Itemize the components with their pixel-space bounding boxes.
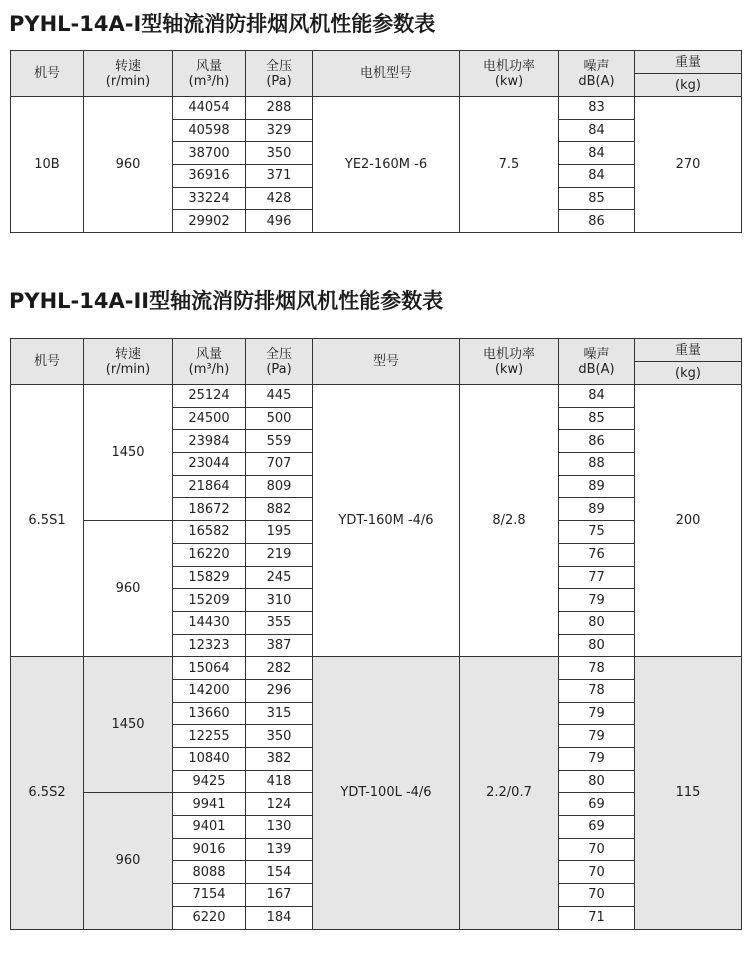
cell-airflow: 10840 xyxy=(173,748,246,771)
header-motor-label: 型号 xyxy=(372,354,399,369)
header-speed xyxy=(84,51,173,97)
cell-pressure: 282 xyxy=(246,657,313,680)
header-speed-unit: (r/min) xyxy=(105,73,151,89)
cell-noise: 76 xyxy=(559,543,635,566)
table-row xyxy=(11,657,742,680)
cell-noise: 84 xyxy=(559,119,635,142)
cell-pressure: 329 xyxy=(246,119,313,142)
table1 xyxy=(10,50,742,233)
cell-airflow: 23984 xyxy=(173,430,246,453)
cell-noise: 77 xyxy=(559,566,635,589)
cell-pressure: 195 xyxy=(246,521,313,544)
cell-airflow: 7154 xyxy=(173,884,246,907)
cell-pressure: 130 xyxy=(246,816,313,839)
cell-power: 7.5 xyxy=(460,97,559,233)
cell-pressure: 428 xyxy=(246,187,313,210)
cell-noise: 70 xyxy=(559,884,635,907)
cell-noise: 71 xyxy=(559,906,635,929)
cell-noise: 79 xyxy=(559,725,635,748)
cell-airflow: 16220 xyxy=(173,543,246,566)
cell-airflow: 29902 xyxy=(173,210,246,233)
cell-noise: 79 xyxy=(559,589,635,612)
header-power-unit: (kw) xyxy=(494,73,524,89)
cell-airflow: 9016 xyxy=(173,838,246,861)
header-motor xyxy=(313,51,460,97)
cell-airflow: 14430 xyxy=(173,611,246,634)
cell-pressure: 315 xyxy=(246,702,313,725)
cell-airflow: 16582 xyxy=(173,521,246,544)
header-pressure-label: 全压 xyxy=(265,58,292,74)
cell-pressure: 139 xyxy=(246,838,313,861)
cell-airflow: 13660 xyxy=(173,702,246,725)
cell-noise: 85 xyxy=(559,407,635,430)
cell-airflow: 18672 xyxy=(173,498,246,521)
cell-airflow: 12255 xyxy=(173,725,246,748)
cell-motor: YDT-100L -4/6 xyxy=(313,657,460,929)
cell-noise: 69 xyxy=(559,816,635,839)
header-power xyxy=(460,339,559,385)
header-pressure-unit: (Pa) xyxy=(266,73,292,89)
cell-airflow: 15829 xyxy=(173,566,246,589)
cell-pressure: 809 xyxy=(246,475,313,498)
cell-pressure: 387 xyxy=(246,634,313,657)
cell-airflow: 6220 xyxy=(173,906,246,929)
header-airflow-unit: (m³/h) xyxy=(188,73,230,89)
header-noise xyxy=(559,339,635,385)
cell-noise: 84 xyxy=(559,165,635,188)
cell-pressure: 167 xyxy=(246,884,313,907)
header-airflow xyxy=(173,51,246,97)
cell-motor: YDT-160M -4/6 xyxy=(313,385,460,657)
header-airflow-unit: (m³/h) xyxy=(188,361,230,377)
cell-pressure: 371 xyxy=(246,165,313,188)
cell-airflow: 14200 xyxy=(173,679,246,702)
cell-noise: 78 xyxy=(559,679,635,702)
cell-weight: 270 xyxy=(635,97,742,233)
cell-pressure: 500 xyxy=(246,407,313,430)
cell-noise: 79 xyxy=(559,748,635,771)
cell-speed: 960 xyxy=(84,793,173,929)
cell-speed: 960 xyxy=(84,97,173,233)
cell-pressure: 445 xyxy=(246,385,313,408)
cell-pressure: 288 xyxy=(246,97,313,120)
cell-noise: 69 xyxy=(559,793,635,816)
header-speed-unit: (r/min) xyxy=(105,361,151,377)
cell-pressure: 350 xyxy=(246,142,313,165)
cell-airflow: 38700 xyxy=(173,142,246,165)
header-power xyxy=(460,51,559,97)
cell-pressure: 350 xyxy=(246,725,313,748)
header-speed-label: 转速 xyxy=(114,58,141,74)
cell-pressure: 355 xyxy=(246,611,313,634)
cell-pressure: 882 xyxy=(246,498,313,521)
table-row xyxy=(11,385,742,408)
cell-speed: 960 xyxy=(84,521,173,657)
cell-noise: 86 xyxy=(559,210,635,233)
cell-noise: 86 xyxy=(559,430,635,453)
cell-noise: 70 xyxy=(559,838,635,861)
header-speed-label: 转速 xyxy=(114,346,141,362)
cell-noise: 89 xyxy=(559,498,635,521)
cell-weight: 200 xyxy=(635,385,742,657)
table1-title: PYHL-14A-I型轴流消防排烟风机性能参数表 xyxy=(9,12,436,36)
cell-noise: 89 xyxy=(559,475,635,498)
header-model xyxy=(11,339,84,385)
header-pressure-label: 全压 xyxy=(265,346,292,362)
cell-pressure: 559 xyxy=(246,430,313,453)
cell-speed: 1450 xyxy=(84,657,173,793)
cell-airflow: 9941 xyxy=(173,793,246,816)
header-pressure xyxy=(246,339,313,385)
header-speed xyxy=(84,339,173,385)
cell-model: 6.5S2 xyxy=(11,657,84,929)
cell-pressure: 219 xyxy=(246,543,313,566)
cell-pressure: 418 xyxy=(246,770,313,793)
header-weight: 重量 xyxy=(635,51,742,74)
cell-pressure: 382 xyxy=(246,748,313,771)
cell-noise: 70 xyxy=(559,861,635,884)
header-noise-label: 噪声 xyxy=(583,58,610,74)
cell-airflow: 12323 xyxy=(173,634,246,657)
header-model xyxy=(11,51,84,97)
cell-airflow: 24500 xyxy=(173,407,246,430)
cell-airflow: 15209 xyxy=(173,589,246,612)
cell-airflow: 44054 xyxy=(173,97,246,120)
cell-airflow: 9401 xyxy=(173,816,246,839)
header-noise-unit: dB(A) xyxy=(578,73,615,89)
header-airflow-label: 风量 xyxy=(195,58,222,74)
header-airflow xyxy=(173,339,246,385)
cell-model: 6.5S1 xyxy=(11,385,84,657)
cell-power: 2.2/0.7 xyxy=(460,657,559,929)
cell-pressure: 310 xyxy=(246,589,313,612)
header-power-label: 电机功率 xyxy=(482,346,535,362)
cell-airflow: 9425 xyxy=(173,770,246,793)
cell-airflow: 21864 xyxy=(173,475,246,498)
header-pressure xyxy=(246,51,313,97)
cell-airflow: 40598 xyxy=(173,119,246,142)
cell-noise: 83 xyxy=(559,97,635,120)
table2-title: PYHL-14A-II型轴流消防排烟风机性能参数表 xyxy=(9,289,444,313)
cell-airflow: 33224 xyxy=(173,187,246,210)
header-noise-unit: dB(A) xyxy=(578,361,615,377)
header-noise xyxy=(559,51,635,97)
cell-airflow: 8088 xyxy=(173,861,246,884)
header-model-label: 机号 xyxy=(33,354,60,369)
header-motor xyxy=(313,339,460,385)
cell-pressure: 245 xyxy=(246,566,313,589)
cell-noise: 85 xyxy=(559,187,635,210)
cell-airflow: 25124 xyxy=(173,385,246,408)
cell-noise: 80 xyxy=(559,634,635,657)
header-motor-label: 电机型号 xyxy=(359,66,412,81)
header-weight-unit: (kg) xyxy=(635,74,742,97)
cell-pressure: 154 xyxy=(246,861,313,884)
header-power-label: 电机功率 xyxy=(482,58,535,74)
header-airflow-label: 风量 xyxy=(195,346,222,362)
cell-pressure: 184 xyxy=(246,906,313,929)
header-model-label: 机号 xyxy=(33,66,60,81)
cell-noise: 79 xyxy=(559,702,635,725)
cell-noise: 88 xyxy=(559,453,635,476)
cell-pressure: 496 xyxy=(246,210,313,233)
cell-airflow: 36916 xyxy=(173,165,246,188)
cell-noise: 84 xyxy=(559,385,635,408)
cell-noise: 75 xyxy=(559,521,635,544)
cell-motor: YE2-160M -6 xyxy=(313,97,460,233)
cell-noise: 78 xyxy=(559,657,635,680)
cell-model: 10B xyxy=(11,97,84,233)
cell-speed: 1450 xyxy=(84,385,173,521)
cell-power: 8/2.8 xyxy=(460,385,559,657)
header-noise-label: 噪声 xyxy=(583,346,610,362)
cell-pressure: 707 xyxy=(246,453,313,476)
cell-noise: 80 xyxy=(559,611,635,634)
header-pressure-unit: (Pa) xyxy=(266,361,292,377)
table2 xyxy=(10,338,742,930)
header-weight-unit: (kg) xyxy=(635,362,742,385)
cell-noise: 84 xyxy=(559,142,635,165)
cell-airflow: 23044 xyxy=(173,453,246,476)
cell-pressure: 296 xyxy=(246,679,313,702)
table-row xyxy=(11,97,742,120)
cell-airflow: 15064 xyxy=(173,657,246,680)
header-weight: 重量 xyxy=(635,339,742,362)
cell-noise: 80 xyxy=(559,770,635,793)
cell-weight: 115 xyxy=(635,657,742,929)
cell-pressure: 124 xyxy=(246,793,313,816)
header-power-unit: (kw) xyxy=(494,361,524,377)
